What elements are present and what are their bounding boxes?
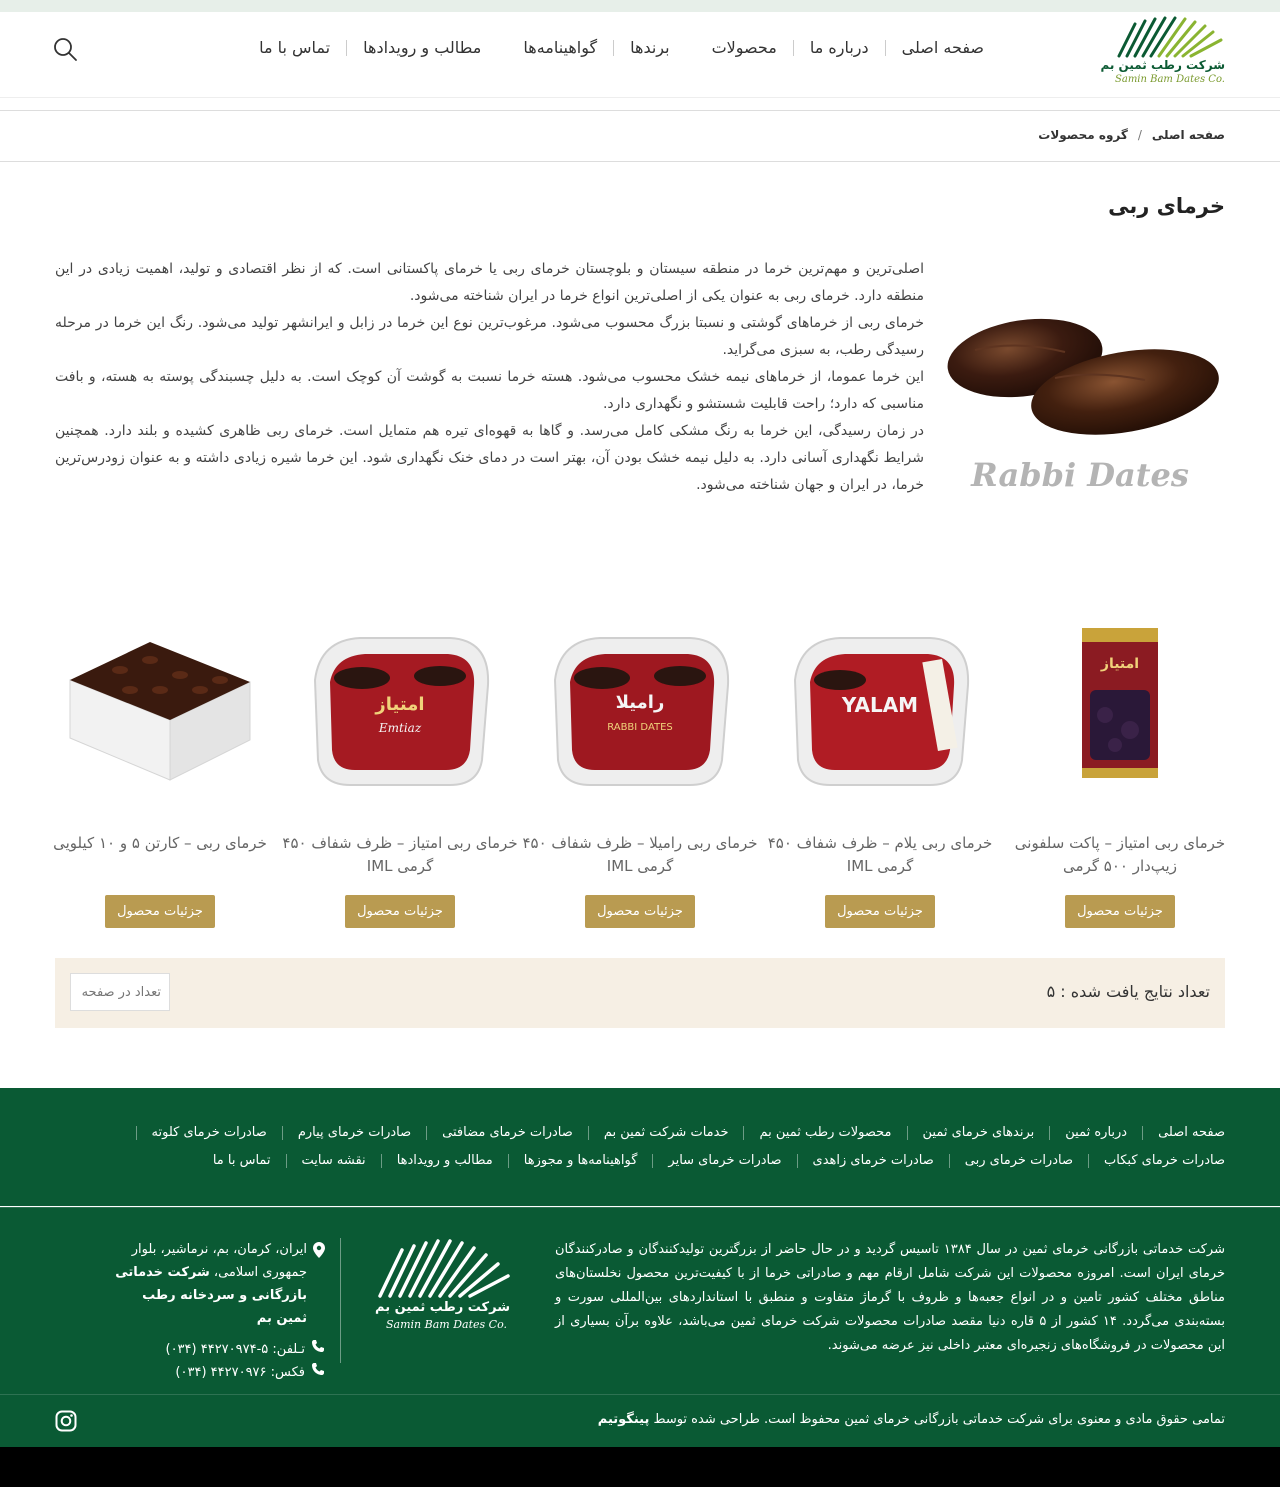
product-card[interactable]	[760, 620, 1000, 930]
breadcrumb	[1038, 128, 1225, 142]
footer-link[interactable]: مطالب و رویدادها	[396, 1153, 493, 1168]
breadcrumb-bar	[0, 110, 1280, 162]
nav-contact[interactable]: تماس با ما	[259, 38, 331, 57]
product-name[interactable]: خرمای ربی امتیاز – پاکت سلفونی زیپ‌دار ۵۰۰ گرمی	[1014, 834, 1226, 875]
contact-phone[interactable]	[115, 1338, 325, 1361]
logo-name-fa: شرکت رطب ثمین بم	[1100, 58, 1225, 72]
instagram-icon[interactable]	[55, 1410, 77, 1432]
svg-text:رامیلا: رامیلا	[615, 692, 665, 713]
product-details-button[interactable]: جزئیات محصول	[105, 895, 215, 928]
product-image-tray-yalam[interactable]	[780, 620, 980, 795]
palm-leaf-icon	[372, 1238, 512, 1298]
intro-paragraph: در زمان رسیدگی، این خرما به رنگ مشکی کامل می‌رسد. و گاها به قهوه‌ای تیره هم متمایل است. خرمای ربی ظاهری کشیده و بلند دارد. همچنین شرایط نگهداری آسانی دارد. به دلیل نیمه خشک بودن آن، بهتر است در دمای خنک نگهداری شود. این خرما شیره زیادی داشته و به عنوان زودرس‌ترین خرما، در ایران و جهان شناخته می‌شود.	[55, 423, 924, 493]
footer-logo[interactable]	[372, 1238, 512, 1338]
nav-about[interactable]: درباره ما	[809, 38, 869, 57]
footer-link[interactable]: محصولات رطب ثمین بم	[759, 1125, 892, 1140]
footer-link[interactable]: صفحه اصلی	[1158, 1125, 1225, 1140]
svg-text:RABBI DATES: RABBI DATES	[607, 722, 673, 733]
product-name[interactable]: خرمای ربی یلام – ظرف شفاف ۴۵۰ گرمی IML	[767, 834, 993, 875]
rabbi-dates-image	[935, 300, 1225, 500]
product-card[interactable]	[520, 620, 760, 930]
product-name[interactable]: خرمای ربی رامیلا – ظرف شفاف ۴۵۰ گرمی IML	[522, 834, 758, 875]
footer-link[interactable]: نقشه سایت	[301, 1153, 366, 1168]
nav-separator	[885, 40, 886, 56]
product-name[interactable]: خرمای ربی امتیاز – ظرف شفاف ۴۵۰ گرمی IML	[282, 834, 518, 875]
product-grid	[40, 620, 1240, 940]
intro-paragraph: خرمای ربی از خرماهای گوشتی و نسبتا بزرگ محسوب می‌شود. مرغوب‌ترین نوع این خرما در زابل و ایرانشهر تولید می‌شود. رنگ این خرما در مرحله رسیدگی رطب، به سبزی می‌گراید.	[55, 315, 924, 358]
product-details-button[interactable]: جزئیات محصول	[1065, 895, 1175, 928]
svg-text:امتیاز: امتیاز	[1100, 656, 1140, 672]
product-image-tray-emtiaz[interactable]	[300, 620, 500, 795]
nav-separator	[613, 40, 614, 56]
copyright-text: تمامی حقوق مادی و معنوی برای شرکت خدماتی بازرگانی خرمای ثمین محفوظ است. طراحی شده توسط	[653, 1412, 1225, 1427]
phone-text: تـلفن: ۵-۴۴۲۷۰۹۷۴ (۰۳۴)	[165, 1342, 305, 1357]
product-details-button[interactable]: جزئیات محصول	[345, 895, 455, 928]
contact-fax	[115, 1361, 325, 1384]
footer-logo-name-fa: شرکت رطب ثمین بم	[375, 1300, 510, 1315]
results-count: تعداد نتایج یافت شده : ۵	[1046, 982, 1210, 1001]
top-strip	[0, 0, 1280, 12]
address-text: ایران، کرمان، بم، نرماشیر، بلوار جمهوری اسلامی،	[131, 1242, 307, 1280]
breadcrumb-current[interactable]: گروه محصولات	[1038, 128, 1128, 142]
results-bar	[55, 958, 1225, 1028]
product-name[interactable]: خرمای ربی – کارتن ۵ و ۱۰ کیلویی	[53, 834, 267, 852]
bottom-bar	[0, 1447, 1280, 1487]
image-caption: Rabbi Dates	[971, 456, 1189, 494]
nav-home[interactable]: صفحه اصلی	[901, 38, 984, 57]
footer-link[interactable]: صادرات خرمای ربی	[964, 1153, 1074, 1168]
phone-icon	[311, 1338, 325, 1361]
footer-link[interactable]: صادرات خرمای کبکاب	[1104, 1153, 1225, 1168]
footer-link[interactable]: برندهای خرمای ثمین	[922, 1125, 1035, 1140]
main-nav	[243, 38, 1000, 57]
svg-text:YALAM: YALAM	[841, 693, 919, 717]
copyright-bar	[0, 1394, 1280, 1447]
footer-link[interactable]: صادرات خرمای زاهدی	[812, 1153, 934, 1168]
company-name: شرکت خدماتی بازرگانی و سردخانه رطب ثمین بم	[115, 1265, 307, 1326]
footer-links	[0, 1088, 1280, 1206]
nav-separator	[346, 40, 347, 56]
contact-address	[115, 1238, 325, 1330]
nav-brands[interactable]: برندها	[630, 38, 670, 57]
svg-text:Emtiaz: Emtiaz	[378, 721, 422, 735]
product-details-button[interactable]: جزئیات محصول	[825, 895, 935, 928]
logo-name-en: Samin Bam Dates Co.	[1115, 74, 1225, 85]
designer-link[interactable]: پینگوتیم	[597, 1412, 650, 1427]
nav-products[interactable]: محصولات	[711, 38, 777, 57]
footer-link[interactable]: صادرات خرمای پیارم	[297, 1125, 412, 1140]
svg-text:امتیاز: امتیاز	[375, 694, 425, 715]
fax-text: فکس: ۴۴۲۷۰۹۷۶ (۰۳۴)	[175, 1365, 305, 1380]
footer-link[interactable]: گواهینامه‌ها و مجوزها	[523, 1153, 638, 1168]
nav-separator	[793, 40, 794, 56]
footer-link[interactable]: تماس با ما	[212, 1153, 271, 1168]
product-card[interactable]	[280, 620, 520, 930]
search-icon[interactable]	[52, 36, 78, 62]
nav-certificates[interactable]: گواهینامه‌ها	[523, 38, 598, 57]
intro-text	[55, 256, 924, 499]
site-logo[interactable]	[1100, 16, 1225, 90]
product-image-carton[interactable]	[60, 620, 260, 795]
footer-main	[0, 1207, 1280, 1394]
product-card[interactable]	[1000, 620, 1240, 930]
intro-paragraph: این خرما عموما، از خرماهای نیمه خشک محسوب می‌شود. هسته خرما نسبت به گوشت آن کوچک است. به دلیل چسبندگی پوسته به هسته، و بافت مناسبی که دارد؛ راحت قابلیت شستشو و نگهداری دارد.	[55, 369, 924, 412]
footer-links-row-2	[198, 1153, 1225, 1168]
per-page-input[interactable]	[70, 973, 170, 1011]
copyright	[598, 1412, 1225, 1427]
page-title: خرمای ربی	[1108, 194, 1225, 218]
nav-articles[interactable]: مطالب و رویدادها	[363, 38, 482, 57]
palm-leaf-icon	[1113, 16, 1225, 58]
product-image-pouch[interactable]	[1020, 620, 1220, 795]
footer-link[interactable]: درباره ثمین	[1065, 1125, 1128, 1140]
footer-divider	[340, 1238, 341, 1363]
intro-paragraph: اصلی‌ترین و مهم‌ترین خرما در منطقه سیستان و بلوچستان خرمای ربی یا خرمای پاکستانی است. که از نظر اقتصادی و تولید، اهمیت زیادی در این منطقه دارد. خرمای ربی به عنوان یکی از اصلی‌ترین انواع خرما در ایران شناخته می‌شود.	[55, 261, 924, 304]
breadcrumb-separator: /	[1137, 128, 1142, 142]
site-header	[0, 12, 1280, 98]
footer-link[interactable]: صادرات خرمای کلوته	[151, 1125, 267, 1140]
breadcrumb-home[interactable]: صفحه اصلی	[1151, 128, 1225, 142]
product-image-tray-ramila[interactable]	[540, 620, 740, 795]
footer-about: شرکت خدماتی بازرگانی خرمای ثمین در سال ۱۳۸۴ تاسیس گردید و در حال حاضر از بزرگترین تولیدکنندگان و صادرکنندگان خرمای ایران است. امروزه محصولات این شرکت شامل ارقام مهم و صادراتی خرما از با کیفیت‌ترین محصول نخلستان‌های مناطق مختلف کشور تامین و در انواع جعبه‌ها و ظروف با گرماژ متفاوت و منطبق با استانداردهای بین‌المللی سورت و بسته‌بندی می‌گردد. ۱۴ کشور از ۵ قاره دنیا مقصد صادرات محصولات شرکت خرمای ثمین می‌باشد، علاوه برآن بسیاری از این محصولات در فروشگاه‌های زنجیره‌ای معتبر داخلی نیز عرضه می‌شوند.	[555, 1242, 1225, 1353]
footer-contact	[115, 1238, 325, 1384]
footer-link[interactable]: خدمات شرکت ثمین بم	[603, 1125, 729, 1140]
fax-icon	[311, 1361, 325, 1384]
footer-links-row-1	[136, 1125, 1225, 1140]
product-card[interactable]	[40, 620, 280, 930]
footer-logo-name-en: Samin Bam Dates Co.	[386, 1318, 507, 1331]
footer-link[interactable]: صادرات خرمای سایر	[668, 1153, 782, 1168]
product-details-button[interactable]: جزئیات محصول	[585, 895, 695, 928]
location-icon	[313, 1238, 325, 1266]
footer-link[interactable]: صادرات خرمای مضافتی	[442, 1125, 573, 1140]
